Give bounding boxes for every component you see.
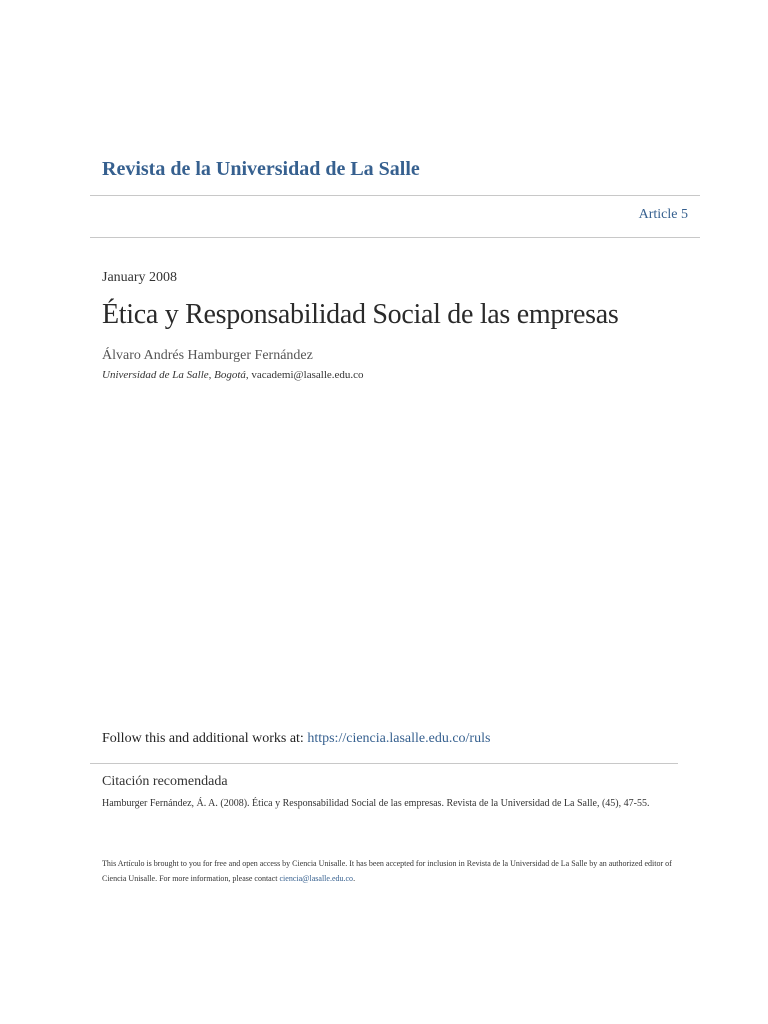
contact-email-link[interactable]: ciencia@lasalle.edu.co (279, 874, 354, 883)
open-access-note (102, 856, 672, 886)
publication-date: January 2008 (102, 270, 178, 285)
open-access-text: This Artículo is brought to you for free and open access by Ciencia Unisalle. It has been accepted for inclusion in Revista de la Universidad de La Salle by an authorized editor of Ciencia Unisalle. For more information, please contact (102, 859, 672, 883)
follow-divider (90, 763, 678, 764)
article-title: Ética y Responsabilidad Social de las empresas (102, 299, 619, 330)
author-institution: Universidad de La Salle, Bogotá (102, 369, 246, 381)
header-divider (90, 195, 700, 196)
article-divider (90, 237, 700, 238)
follow-link[interactable]: https://ciencia.lasalle.edu.co/ruls (307, 731, 491, 746)
open-access-end: . (353, 874, 356, 883)
author-name: Álvaro Andrés Hamburger Fernández (102, 348, 313, 363)
author-email: vacademi@lasalle.edu.co (251, 369, 364, 381)
follow-line (102, 731, 490, 747)
author-affiliation (102, 369, 364, 381)
follow-label: Follow this and additional works at: (102, 731, 308, 746)
article-number-link[interactable]: Article 5 (638, 207, 688, 222)
journal-title[interactable]: Revista de la Universidad de La Salle (102, 158, 420, 180)
affiliation-separator: , (245, 369, 252, 381)
citation-heading: Citación recomendada (102, 774, 228, 789)
citation-text: Hamburger Fernández, Á. A. (2008). Ética y Responsabilidad Social de las empresas. Revista de la Universidad de La Salle, (45), 47-55. (102, 798, 650, 809)
